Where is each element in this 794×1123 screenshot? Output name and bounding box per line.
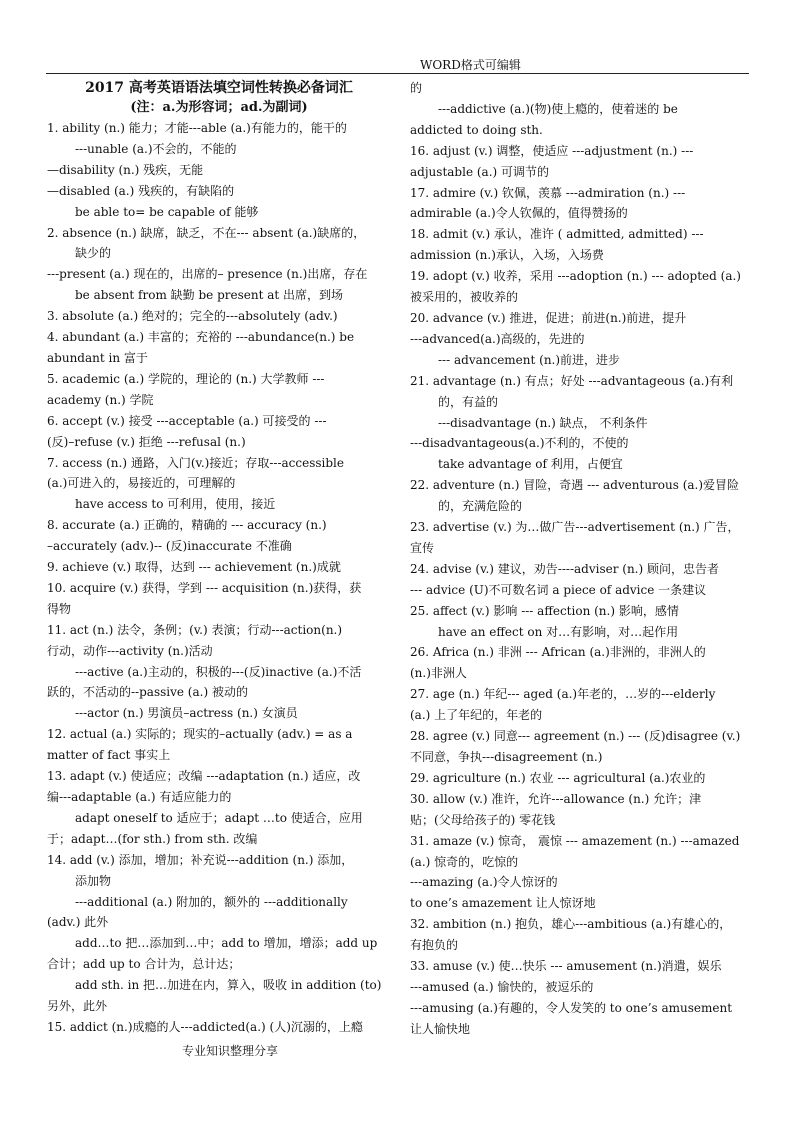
text-line: (n.)非洲人	[410, 666, 467, 681]
text-line: 1. ability (n.) 能力；才能---able (a.)有能力的，能干的	[47, 121, 347, 135]
header-rule	[46, 73, 749, 74]
text-line: 8. accurate (a.) 正确的，精确的 --- accuracy (n.)	[47, 518, 327, 533]
text-line: 13. adapt (v.) 使适应；改编 ---adaptation (n.) 适应，改	[47, 769, 361, 784]
text-line: add sth. in 把…加进在内，算入，吸收 in addition (to)	[75, 978, 382, 993]
text-line: add…to 把…添加到…中；add to 增加，增添；add up	[75, 936, 378, 951]
text-line: --- advice (U)不可数名词 a piece of advice 一条建议	[410, 582, 707, 597]
text-line: (a.) 惊奇的，吃惊的	[410, 854, 519, 869]
text-line: 被采用的，被收养的	[410, 290, 519, 305]
text-line: —disability (n.) 残疾，无能	[47, 162, 204, 177]
text-line: admission (n.)承认，入场，入场费	[410, 248, 604, 263]
text-line: 28. agree (v.) 同意--- agreement (n.) --- (反)disagree (v.)	[410, 729, 741, 744]
text-line: ---active (a.)主动的，积极的---(反)inactive (a.)不活	[75, 664, 362, 679]
text-line: 得物	[47, 601, 72, 616]
text-line: ---advanced(a.)高级的，先进的	[410, 331, 585, 346]
text-line: 另外，此外	[47, 999, 108, 1014]
text-line: 27. age (n.) 年纪--- aged (a.)年老的，…岁的---elderly	[410, 687, 716, 702]
text-line: 14. add (v.) 添加，增加；补充说---addition (n.) 添加，	[47, 852, 354, 867]
text-line: have access to 可利用，使用，接近	[75, 497, 276, 512]
text-line: 26. Africa (n.) 非洲 --- African (a.)非洲的，非洲人的	[410, 645, 706, 660]
text-line: 33. amuse (v.) 使…快乐 --- amusement (n.)消遣，娱乐	[410, 959, 722, 974]
text-line: 2. absence (n.) 缺席，缺乏，不在--- absent (a.)缺席的，	[47, 225, 366, 240]
text-line: –accurately (adv.)-- (反)inaccurate 不准确	[47, 539, 292, 554]
text-line: 19. adopt (v.) 收养，采用 ---adoption (n.) --- adopted (a.)	[410, 269, 741, 284]
page-footer: 专业知识整理分享	[181, 1044, 278, 1058]
text-line: ---unable (a.)不会的，不能的	[75, 141, 237, 156]
text-line: 12. actual (a.) 实际的；现实的–actually (adv.) = as a	[47, 727, 353, 742]
text-line: 贴；(父母给孩子的) 零花钱	[410, 812, 556, 827]
text-line: 的，有益的	[438, 394, 499, 409]
text-line: 合计；add up to 合计为，总计达；	[47, 957, 241, 972]
text-line: 18. admit (v.) 承认，准许 ( admitted, admitted) ---	[410, 227, 704, 242]
text-line: 24. advise (v.) 建议，劝告----adviser (n.) 顾问，忠告者	[410, 561, 719, 576]
text-line: 让人愉快地	[410, 1021, 471, 1036]
text-line: 3. absolute (a.) 绝对的；完全的---absolutely (adv.)	[47, 309, 338, 324]
text-line: 不同意，争执---disagreement (n.)	[410, 750, 603, 764]
text-line: ---amusing (a.)有趣的，令人发笑的 to one’s amusement	[410, 1000, 733, 1015]
text-line: 的，充满危险的	[438, 499, 523, 514]
text-line: addicted to doing sth.	[410, 122, 543, 137]
text-line: 25. affect (v.) 影响 --- affection (n.) 影响，感情	[410, 603, 679, 618]
text-line: 添加物	[75, 873, 112, 888]
text-line: 于；adapt…(for sth.) from sth. 改编	[47, 831, 258, 846]
text-line: (a.)可进入的，易接近的，可理解的	[47, 476, 236, 491]
text-line: —disabled (a.) 残疾的，有缺陷的	[47, 183, 235, 198]
text-line: 29. agriculture (n.) 农业 --- agricultural (a.)农业的	[410, 770, 706, 785]
text-line: ---additional (a.) 附加的，额外的 ---additionally	[75, 894, 348, 909]
text-line: ---present (a.) 现在的，出席的– presence (n.)出席，存在	[47, 267, 368, 282]
text-line: academy (n.) 学院	[47, 392, 154, 407]
text-line: 6. accept (v.) 接受 ---acceptable (a.) 可接受的 ---	[47, 413, 327, 428]
text-line: 编---adaptable (a.) 有适应能力的	[47, 790, 232, 804]
text-line: abundant in 富于	[47, 350, 148, 365]
text-line: be able to= be capable of 能够	[75, 204, 259, 219]
text-line: 32. ambition (n.) 抱负，雄心---ambitious (a.)有雄心的，	[410, 917, 732, 932]
text-line: 7. access (n.) 通路，入门(v.)接近；存取---accessible	[47, 455, 344, 470]
text-line: 23. advertise (v.) 为…做广告---advertisement (n.) 广告，	[410, 520, 740, 535]
text-line: 21. advantage (n.) 有点；好处 ---advantageous (a.)有利	[410, 373, 734, 388]
right-entries	[410, 78, 757, 1040]
text-line: (反)–refuse (v.) 拒绝 ---refusal (n.)	[47, 434, 246, 449]
text-line: 20. advance (v.) 推进，促进；前进(n.)前进，提升	[410, 310, 687, 325]
text-line: ---actor (n.) 男演员–actress (n.) 女演员	[75, 706, 298, 721]
right-column	[410, 78, 757, 1040]
text-line: 跃的，不活动的--passive (a.) 被动的	[47, 685, 248, 700]
text-line: 10. acquire (v.) 获得，学到 --- acquisition (n.)获得，获	[47, 580, 362, 595]
text-line: ---amused (a.) 愉快的，被逗乐的	[410, 979, 594, 994]
text-line: adapt oneself to 适应于；adapt …to 使适合，应用	[75, 810, 363, 825]
text-line: adjustable (a.) 可调节的	[410, 164, 550, 179]
text-line: 有抱负的	[410, 938, 459, 953]
text-line: ---disadvantage (n.) 缺点， 不利条件	[438, 415, 648, 430]
text-line: ---addictive (a.)(物)使上瘾的，使着迷的 be	[438, 101, 678, 116]
document-subtitle: (注：a.为形容词；ad.为副词)	[130, 100, 308, 115]
page-header: WORD格式可编辑	[420, 58, 521, 72]
text-line: have an effect on 对…有影响，对…起作用	[438, 624, 679, 639]
text-line: 16. adjust (v.) 调整，使适应 ---adjustment (n.) ---	[410, 143, 694, 158]
text-line: (a.) 上了年纪的，年老的	[410, 708, 543, 723]
text-line: ---disadvantageous(a.)不利的，不使的	[410, 436, 629, 451]
text-line: 22. adventure (n.) 冒险，奇遇 --- adventurous (a.)爱冒险	[410, 478, 740, 493]
text-line: 9. achieve (v.) 取得，达到 --- achievement (n.)成就	[47, 560, 341, 575]
text-line: 5. academic (a.) 学院的，理论的 (n.) 大学教师 ---	[47, 371, 325, 386]
text-line: 11. act (n.) 法令，条例；(v.) 表演；行动---action(n.)	[47, 622, 343, 637]
text-line: be absent from 缺勤 be present at 出席，到场	[75, 288, 344, 303]
text-line: 宣传	[410, 540, 435, 555]
text-line: 15. addict (n.)成瘾的人---addicted(a.) (人)沉溺的，上瘾	[47, 1019, 363, 1034]
text-line: 的	[410, 81, 423, 95]
text-line: to one’s amazement 让人惊讶地	[410, 896, 596, 911]
text-line: take advantage of 利用，占便宜	[438, 457, 623, 472]
text-line: 4. abundant (a.) 丰富的；充裕的 ---abundance(n.) be	[47, 330, 355, 345]
left-entries	[47, 118, 391, 1038]
text-line: ---amazing (a.)令人惊讶的	[410, 875, 558, 890]
text-line: 30. allow (v.) 准许，允许---allowance (n.) 允许；津	[410, 791, 702, 806]
text-line: 17. admire (v.) 钦佩，羡慕 ---admiration (n.) ---	[410, 185, 686, 200]
text-line: 31. amaze (v.) 惊奇， 震惊 --- amazement (n.) ---amazed	[410, 833, 740, 848]
text-line: --- advancement (n.)前进，进步	[438, 352, 621, 367]
text-line: admirable (a.)令人钦佩的，值得赞扬的	[410, 206, 628, 221]
document-title: 2017 高考英语语法填空词性转换必备词汇	[85, 80, 353, 96]
text-line: 行动，动作---activity (n.)活动	[47, 643, 213, 658]
left-column	[47, 78, 391, 1038]
text-line: matter of fact 事实上	[47, 748, 171, 763]
text-line: (adv.) 此外	[47, 915, 109, 930]
text-line: 缺少的	[75, 246, 112, 261]
